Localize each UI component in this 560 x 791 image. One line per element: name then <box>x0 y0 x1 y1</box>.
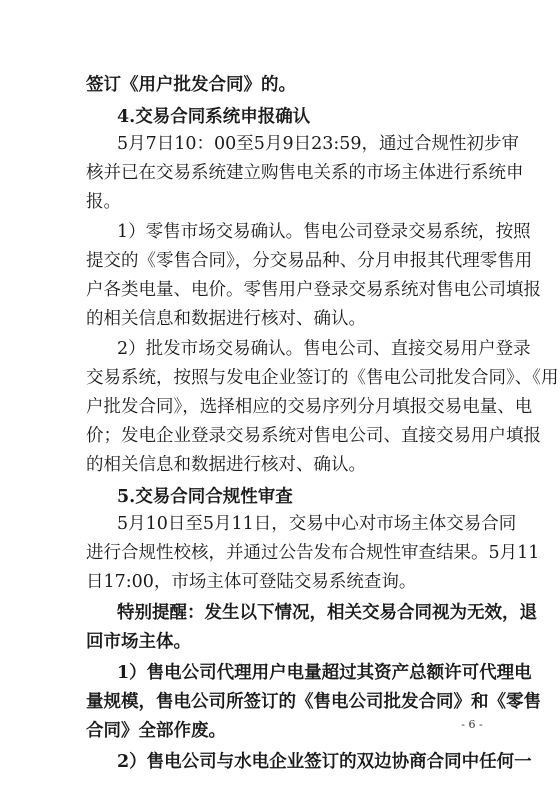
notice-line: 2）售电公司与水电企业签订的双边协商合同中任何一 <box>117 752 532 772</box>
text-line: 的相关信息和数据进行核对、确认。 <box>86 309 366 329</box>
text-line: 5月10日至5月11日，交易中心对市场主体交易合同 <box>117 514 517 534</box>
text-line: 的相关信息和数据进行核对、确认。 <box>86 455 366 475</box>
section-heading: 4.交易合同系统申报确认 <box>117 107 311 127</box>
text-line: 1）零售市场交易确认。售电公司登录交易系统，按照 <box>117 222 531 242</box>
text-line: 交易系统，按照与发电企业签订的《售电公司批发合同》、《用 <box>86 368 559 388</box>
text-line: 户批发合同》，选择相应的交易序列分月填报交易电量、电 <box>86 397 533 417</box>
text-line: 日17:00，市场主体可登陆交易系统查询。 <box>86 572 417 592</box>
notice-line: 合同》全部作废。 <box>86 721 226 741</box>
section-heading: 5.交易合同合规性审查 <box>117 487 293 507</box>
notice-line: 特别提醒：发生以下情况，相关交易合同视为无效，退 <box>117 603 537 623</box>
text-line: 签订《用户批发合同》的。 <box>86 75 296 95</box>
notice-line: 量规模，售电公司所签订的《售电公司批发合同》和《零售 <box>86 692 541 712</box>
text-line: 2）批发市场交易确认。售电公司、直接交易用户登录 <box>117 339 531 359</box>
text-line: 户各类电量、电价。零售用户登录交易系统对售电公司填报 <box>86 280 541 300</box>
text-line: 核并已在交易系统建立购售电关系的市场主体进行系统申 <box>86 163 524 183</box>
notice-line: 回市场主体。 <box>86 632 191 652</box>
text-line: 5月7日10：00至5月9日23:59，通过合规性初步审 <box>117 134 520 154</box>
text-line: 进行合规性校核，并通过公告发布合规性审查结果。5月11 <box>86 543 540 563</box>
page-number: - 6 - <box>461 718 483 731</box>
text-line: 价；发电企业登录交易系统对售电公司、直接交易用户填报 <box>86 426 541 446</box>
notice-line: 1）售电公司代理用户电量超过其资产总额许可代理电 <box>117 663 532 683</box>
text-line: 提交的《零售合同》，分交易品种、分月申报其代理零售用 <box>86 251 533 271</box>
text-line: 报。 <box>86 192 121 212</box>
